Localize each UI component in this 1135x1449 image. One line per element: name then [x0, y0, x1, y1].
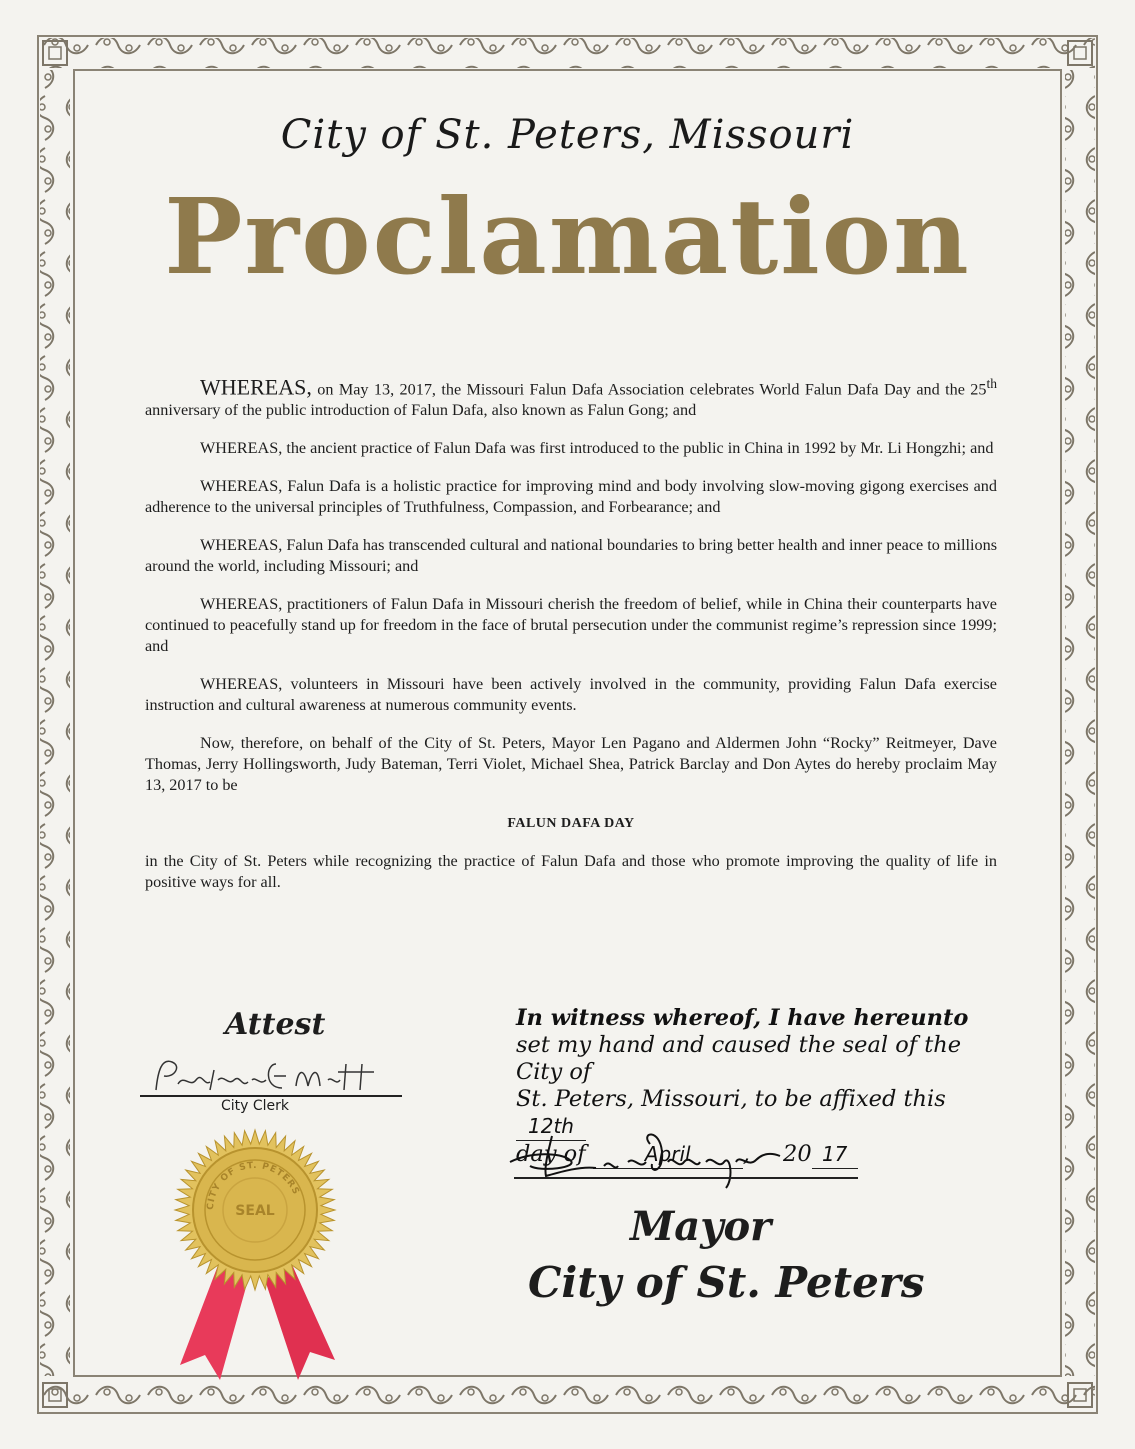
proclamation-body	[145, 373, 997, 910]
year-value: 17	[812, 1141, 858, 1169]
mayor-title: Mayor	[630, 1203, 772, 1250]
paragraph-2: WHEREAS, the ancient practice of Falun Dafa was first introduced to the public in China in 1992 by Mr. Li Hongzhi; and	[200, 439, 994, 458]
month-value: April	[593, 1141, 743, 1169]
paragraph-7: Now, therefore, on behalf of the City of St. Peters, Mayor Len Pagano and Aldermen John “Rocky” Reitmeyer, Dave Thomas, Jerry Hollingsworth, Judy Bateman, Terri Violet, Michael Shea, Patrick Barclay and Don Aytes do hereby proclaim May 13, 2017 to be	[145, 734, 997, 795]
attest-label: Attest	[225, 1007, 326, 1042]
paragraph-5: WHEREAS, practitioners of Falun Dafa in Missouri cherish the freedom of belief, while in China their counterparts have continued to peacefully stand up for freedom in the face of brutal persecution under the communist regime’s repression since 1999; and	[145, 595, 997, 656]
paragraph-4: WHEREAS, Falun Dafa has transcended cultural and national boundaries to bring better health and inner peace to millions around the world, including Missouri; and	[145, 536, 997, 576]
seal-text: SEAL	[235, 1203, 275, 1219]
paragraph-3: WHEREAS, Falun Dafa is a holistic practice for improving mind and body involving slow-moving gigong exercises and adherence to the universal principles of Truthfulness, Compassion, and Forbearance; and	[145, 477, 997, 517]
seal-ring-text: CITY OF ST. PETERS	[205, 1160, 301, 1211]
paragraph-1: WHEREAS, on May 13, 2017, the Missouri Falun Dafa Association celebrates World Falun Dafa Day and the 25th anniversary of the public introduction of Falun Dafa, also known as Falun Gong; and	[145, 374, 997, 420]
mayor-signature	[500, 1122, 800, 1192]
day-value: 12th	[516, 1113, 586, 1141]
paragraph-6: WHEREAS, volunteers in Missouri have been actively involved in the community, providing Falun Dafa exercise instruction and cultural awareness at numerous community events.	[145, 675, 997, 715]
witness-line-4: day of April , 20 17	[516, 1141, 1006, 1169]
gold-seal	[150, 1110, 370, 1390]
witness-line-3: St. Peters, Missouri, to be affixed this 12th	[516, 1086, 1006, 1141]
city-heading: City of St. Peters, Missouri	[280, 112, 855, 158]
witness-line-1: In witness whereof, I have hereunto	[516, 1005, 969, 1031]
proclamation-title: Proclamation	[164, 175, 971, 298]
clerk-signature	[148, 1050, 398, 1100]
mayor-city: City of St. Peters	[528, 1258, 925, 1307]
declaration: FALUN DAFA DAY	[507, 816, 635, 832]
clerk-role: City Clerk	[221, 1098, 290, 1114]
whereas-lead: WHEREAS,	[200, 374, 312, 400]
paragraph-8: in the City of St. Peters while recognizing the practice of Falun Dafa and those who promote improving the quality of life in positive ways for all.	[145, 852, 997, 892]
witness-line-2: set my hand and caused the seal of the City of	[516, 1032, 962, 1085]
mayor-signature-line	[514, 1177, 858, 1179]
clerk-signature-line	[140, 1095, 402, 1097]
